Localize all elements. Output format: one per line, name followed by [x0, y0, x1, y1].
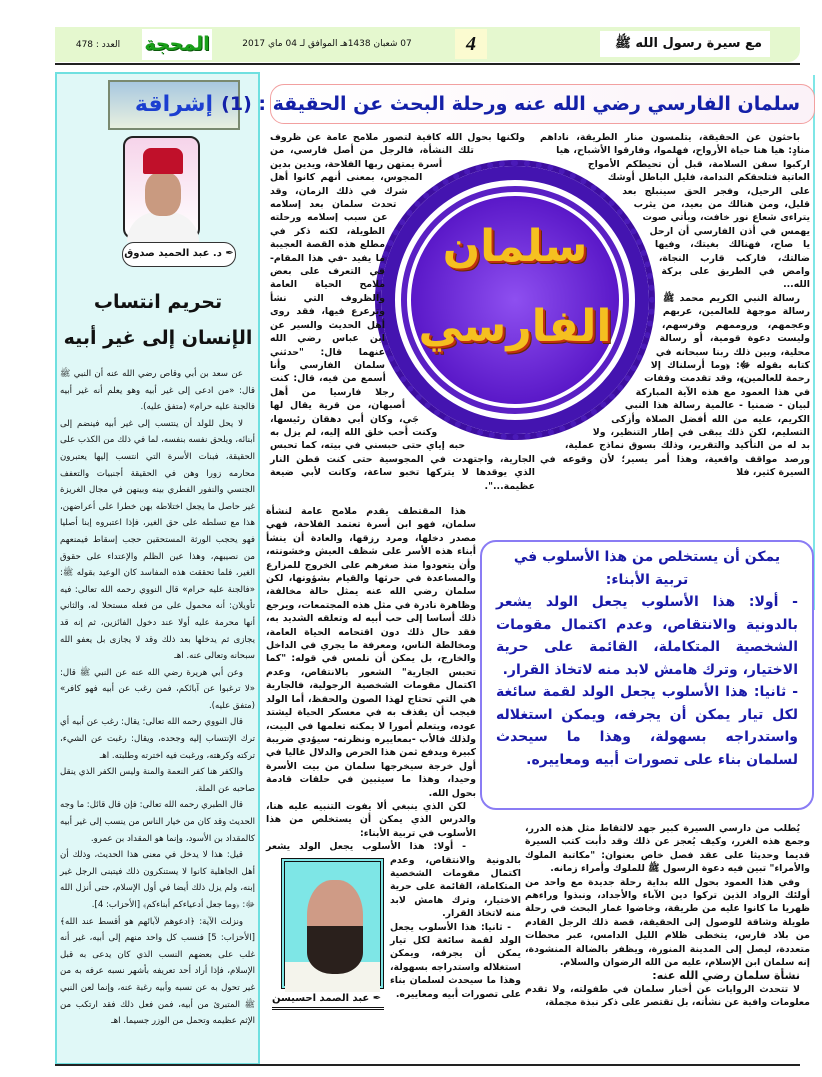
paragraph: - ثانيا: هذا الأسلوب يجعل الولد لقمة سائغة لكل تيار يمكن أن يجرفه، ويمكن استغلاله واستدراجه بسهولة، وهذا ما سيحدث لسلمان بناء على تصورات أبيه ومعاييره.	[390, 921, 521, 1000]
article-title: سلمان الفارسي رضي الله عنه ورحلة البحث عن الحقيقة : (1)	[270, 84, 815, 124]
page-border	[813, 75, 815, 610]
headline-line-2: الإنسان إلى غير أبيه	[63, 327, 253, 349]
headline-line-1: تحريم انتساب	[93, 291, 223, 313]
paragraph: والكفر هنا كفر النعمة والمنة وليس الكفر الذي ينقل صاحبه عن الملة.	[60, 767, 255, 794]
issue-date: 07 شعبان 1438هـ الموافق لـ 04 ماي 2017	[242, 39, 412, 49]
subheading: نشأة سلمان رضي الله عنه:	[652, 969, 800, 983]
paragraph: قال الطبري رحمه الله تعالى: فإن قال قائل: ما وجه الحديث وقد كان من خيار الناس من ينسب إلى غير أبيه كالمقداد بن الأسود، وإنما هو المقداد بن عمرو.	[60, 800, 255, 844]
pen-icon: ✒	[369, 993, 382, 1004]
paragraph: عن سعد بن أبي وقاص رضي الله عنه أن النبي ﷺ قال: «من ادعى إلى غير أبيه وهو يعلم أنه غير أبيه فالجنة عليه حرام» (متفق عليه).	[60, 369, 255, 413]
footer-divider	[55, 1064, 800, 1066]
paragraph: لا تتحدث الروايات عن أخبار سلمان في طفولته، ولا تقدم معلومات وافية عن نشأته، بل تقتصر على ذكر نبذة مجملة،	[525, 983, 810, 1009]
article-author	[272, 993, 384, 1010]
paragraph: رسالة النبي الكريم محمد ﷺ رسالة موجهة للعالمين، عربهم وعجمهم، وروممهم وفرسهم، وليست دعوة قومية، أو رسالة محلية، وبين ذلك ربنا سبحانه في كتابه بقوله ﷻ: ﴿وما أرسلناك إلا رحمة للعالمين﴾، وقد تقدمت وقفات في هذا العمود مع هذه الآية المباركة لبيان - ضمنيا - عالمية رسالة هذا النبي الكريم، عليه من الله أفضل الصلاة وأزكى التسليم، لكن ذلك يبقى في إطار التنظير، ولا بد له من التأكيد والتقرير، وذلك بسوق نماذج عملية، ورصد مواقف واقعية، وهذا أمر يسير؛ لأن وقوعه في السيرة كثير، فلا	[540, 292, 810, 479]
paragraph: ولكنها بحول الله كافية لتصور ملامح عامة عن ظروف تلك النشأة، فالرجل من أصل فارسي، من أسرة يمتهن ربها الفلاحة، ويدين بدين المجوس، بمعنى أنهم كانوا أهل شرك في ذلك الزمان، وقد تحدث سلمان بعد إسلامه عن سبب إسلامه ورحلته الطويلة، لكنه ذكر في مطلع هذه القصة العجيبة ما يفيد -في هذا المقام- في التعرف على بعض ملامح الحياة العامة والظروف التي نشأ وترعرع فيها، فقد روى أهل الحديث والسير عن ابن عباس رضي الله عنهما قال: "حدثني سلمان الفارسي وأنا أسمع من فيه، قال: كنت رجلا فارسيا من أهل أصبهان، من قرية يقال لها جَي، وكان أبي دهقان رئيسها، وكنت أحب خلق الله إليه، لم يزل به حبه إياي حتى حبسني في بيته، كما تحبس الجارية، واجتهدت في المجوسية حتى كنت قطن النار الذي يوقدها لا يتركها تخبو ساعة، وكانت لأبي ضيعة عظيمة...".	[270, 132, 535, 492]
paragraph: وعن أبي هريرة رضي الله عنه عن النبي ﷺ قال: «لا ترغبوا عن آبائكم، فمن رغب عن أبيه فهو كافر» (متفق عليه).	[60, 667, 255, 711]
opinion-body	[60, 366, 255, 1056]
paragraph: قيل: هذا لا يدخل في معنى هذا الحديث، وذلك أن أهل الجاهلية كانوا لا يستنكرون ذلك فيتبنى الرجل غير إبنه، ولم يزل ذلك أيضا في أول الإسلام، حتى أنزل الله ﷻ: ﴿وما جعل أدعياءكم أبناءكم﴾ [الأحزاب: 4].	[60, 850, 255, 910]
paragraph: لكن الذي ينبغي ألا يفوت التنبيه عليه هنا، والدرس الذي يمكن أن يستخلص من هذا الأسلوب في تربية الأبناء:	[266, 800, 476, 839]
paragraph: هذا المقتطف يقدم ملامح عامة لنشأة سلمان، فهو ابن أسرة تعتمد الفلاحة، فهي مصدر دخلها، ومرد رزقها، والعادة أن ينشأ أبناء هذه الأسر على شظف العيش وخشونته، وأن يتعودوا منذ صغرهم على الخروج للمزارع والمساعدة في حرثها والقيام بشؤونها، لكن سلمان رضي الله عنه يمثل حالة مخالفة، وظاهرة نادرة في مثل هذه المجتمعات، ويرجع ذلك أساسا إلى حب أبيه له وتعلقه الشديد به، فقد حال ذلك دون اقتحامه الحياة العامة، ومخالطة الناس، ومعرفة ما يجري في الداخل والخارج، بل يمكن أن نلمس في قوله: "كما تحبس الجارية" الشعور بالانتقاص، وعدم اكتمال مقومات الشخصية الرجولية، فالجارية هي التي تحتاج لهذا الصون والحفظ، أما الولد فيجب أن يقذف به في معسكر الحياة ليشتد عوده، ويتعلم أمورا لا يمكنه تعلمها في البيت، ولذلك فالأب -بمعاييره ونظرته- سيؤدي ضريبة كبيرة ويدفع ثمن هذا الحرص والدلال غاليا في أول خرجة سيخرجها سلمان من بيت الأسرة وحيدا، وهذا ما سيتبين في حلقات قادمة بحول الله.	[266, 506, 476, 799]
paragraph: باحثون عن الحقيقة، يتلمسون منار الطريقة، ناداهم منادٍ: هيا هنا حياة الأرواح، فهلموا، وفارقوا الأشباح، هيا اركبوا سفن السلامة، قبل أن تحيطكم الأمواج العاتية فتلحقكم الندامة، فليل الباطل أوشك على الرحيل، وفجر الحق سينبلج بعد قليل، ومن هنالك من بعيد، من يثرب يتراءى شعاع نور خافت، ويأتي صوت يهمس في أذن الفارسي أن ارحل يا صاح، فهنالك بغيتك، وفيها ضالتك، فاركب قارب النجاة، وامض في الطريق على بركة الله...	[540, 132, 810, 291]
paragraph: يُطلب من دارسي السيرة كبير جهد لالتقاط مثل هذه الدرر، وجمع هذه الغرر، وكيف يُعجز عن ذلك وقد دأبت كتب السيرة قديما وحديثا على عقد فصل خاص بعنوان: "مكاتبة الملوك والأمراء" تبين فيه دعوة الرسول ﷺ للملوك وأمراء زمانه.	[525, 823, 810, 875]
callout-intro: يمكن أن يستخلص من هذا الأسلوب في تربية الأبناء:	[513, 549, 781, 588]
article-author-text: عبد الصمد احسيسن	[272, 993, 370, 1004]
newspaper-logo: المحجة	[142, 29, 212, 60]
opinion-headline	[58, 284, 258, 356]
pen-icon: ✒	[221, 248, 234, 259]
page-number: 4	[455, 29, 487, 59]
author-photo	[123, 136, 200, 239]
author-name	[122, 242, 236, 267]
paragraph: لا يحل للولد أن ينتسب إلى غير أبيه فينضم إلى أبنائه، ويلحق نفسه بنفسه، لما في ذلك من الكذب على الحقيقة، فبنات الأسرة التي انتسب إليها يعتبرون محارمه زورا وهن في الحقيقة أجنبيات والتعفف الجنسي والنفور الفطري بينه وبينهن في مجال الغريزة غير حاصل ما يجعل اختلاطه بهن خطرا على أعراضهن، هذا مع تسلطه على حق الغير، فإذا اعتبروه إبنا أصليا فهو يحجب الورثة المستحقين حجب إسقاط فيمنعهم من نصيبهم، وهذا عين الظلم والإعتداء على حقوق الغير، فلما تحققت هذه المفاسد كان الوعيد بقوله ﷺ: «فالجنة عليه حرام» قال النووي رحمه الله تعالى: فيه تأويلان: أنه محمول على من فعله مستحلا له، والثاني أنها محرمة عليه أولا عند دخول الفائزين، ثم إنه قد يجازى ثم يدخلها بعد ذلك وقد لا يجازى بل يعفو الله سبحانه وتعالى عنه. اهـ	[60, 418, 255, 662]
medal-line-2: الفارسي	[418, 301, 612, 352]
medal-line-1: سلمان	[442, 221, 588, 272]
article-column-left-top	[270, 131, 535, 505]
article-author-photo	[281, 858, 384, 989]
paragraph: ونزلت الآية: ﴿ادعوهم لآبائهم هو أقسط عند الله﴾ [الأحزاب: 5] فنسب كل واحد منهم إلى أبيه، غير أنه غلب على بعضهم النسب الذي كان يدعى به قبل الإسلام، فإذا أراد أحد تعريفه بأشهر نسبه عرفه به من غير تحول به عن نسبه وأبيه رغبة عنه، وإنما لعن النبي ﷺ المتبرئ من أبيه، فمن فعل ذلك فقد ارتكب من الإثم عظيمه وتحمل من الوزر جسيما. اهـ	[60, 916, 255, 1027]
paragraph: - أولا: هذا الأسلوب يجعل الولد يشعر بالدونية والانتقاص، وعدم اكتمال مقومات الشخصية المتكاملة، القائمة على حرية الاختيار، وترك هامش لابد منه لاتخاذ القرار.	[266, 841, 521, 920]
author-name-text: د. عبد الحميد صدوق	[124, 248, 222, 259]
article-column-right-top	[540, 131, 810, 531]
header-divider	[55, 63, 800, 65]
column-logo: إشراقة	[108, 80, 240, 130]
callout-point-2: - ثانيا: هذا الأسلوب يجعل الولد لقمة سائغة لكل تيار يمكن أن يجرفه، ويمكن استغلاله واستدراجه بسهولة، وهذا ما سيحدث لسلمان بناء على تصورات أبيه ومعاييره.	[496, 684, 798, 768]
callout-box	[480, 540, 814, 810]
article-column-bottom-right	[525, 822, 810, 1009]
section-title: مع سيرة رسول الله ﷺ	[600, 31, 770, 57]
paragraph: وفي هذا العمود بحول الله بداية رحلة جديدة مع واحد من أولئك الرواد الذين تركوا دين الآباء والأجداد، ونبذوا وراءهم ظهريا ما كانوا عليه من طريقة، وخاضوا غمار البحث في رحلة طويلة وشاقة للوصول إلى الحقيقة، قصة ذلك الرجل القادم من بلاد فارس، يتخطى ظلام الليل الدامس، عبر محطات متعددة، ليصل إلى المدينة المنورة، ويظفر بالضالة المنشودة، إنه سلمان ابن الإسلام، عليه من الله الرضوان والسلام.	[525, 876, 810, 969]
issue-number: العدد : 478	[75, 40, 121, 50]
paragraph: قال النووي رحمه الله تعالى: يقال: رغب عن أبيه أي ترك الإنتساب إليه وجحده، ويقال: رغبت عن الشيء، تركته وكرهته، ورغبت فيه اخترته وطلبته. اهـ	[60, 717, 255, 761]
callout-point-1: - أولا: هذا الأسلوب يجعل الولد يشعر بالدونية والانتقاص، وعدم اكتمال مقومات الشخصية المتكاملة، القائمة على حرية الاختيار، وترك هامش لابد منه لاتخاذ القرار.	[496, 594, 798, 678]
